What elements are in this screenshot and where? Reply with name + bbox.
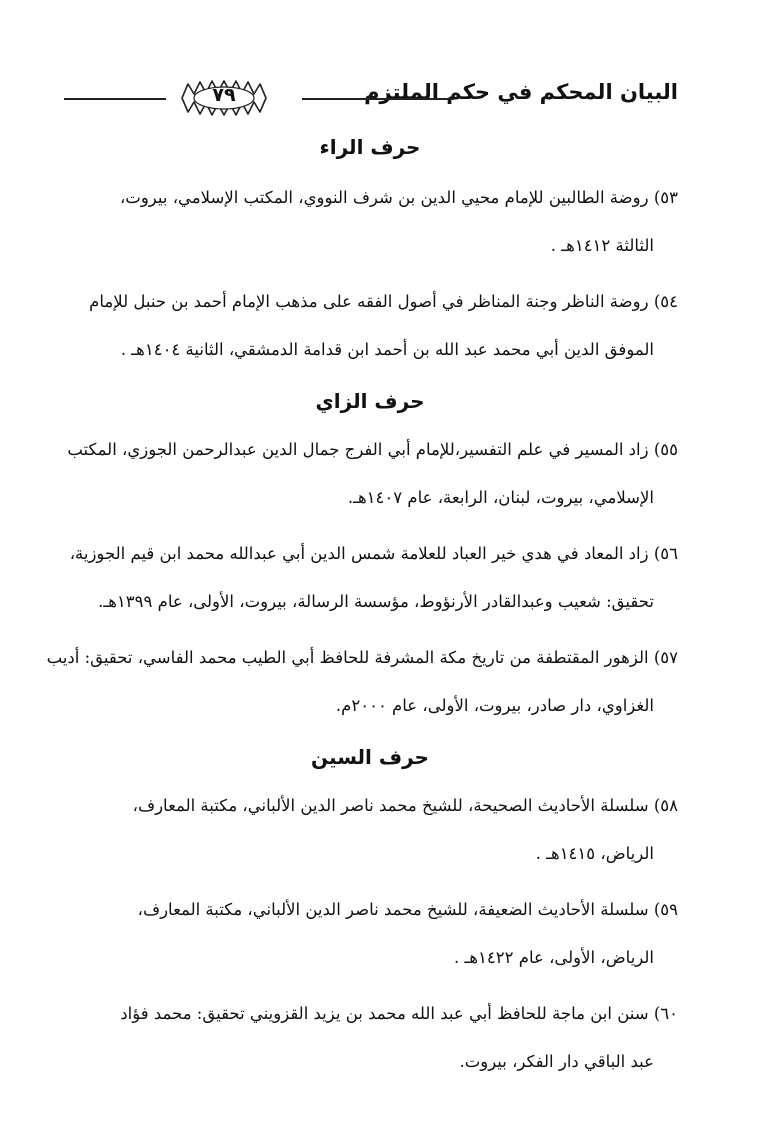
header-rule-left	[64, 98, 166, 100]
entry-line: الرياض، الأولى، عام ١٤٢٢هـ .	[454, 948, 654, 967]
entry-line: ٥٩) سلسلة الأحاديث الضعيفة، للشيخ محمد ناصر الدين الألباني، مكتبة المعارف،	[137, 900, 678, 919]
header-rule-right	[302, 98, 454, 100]
entry-line: الإسلامي، بيروت، لبنان، الرابعة، عام ١٤٠٧هـ.	[347, 488, 654, 507]
header-title: البيان المحكم في حكم الملتزم	[364, 80, 678, 104]
bibliography-entry	[62, 426, 678, 522]
entry-line: ٥٤) روضة الناظر وجنة المناظر في أصول الفقه على مذهب الإمام أحمد بن حنبل للإمام	[89, 292, 678, 311]
entry-line: عبد الباقي دار الفكر، بيروت.	[459, 1052, 654, 1071]
section-heading: حرف الزاي	[315, 389, 425, 413]
bibliography-entry	[62, 886, 678, 982]
bibliography-content	[46, 130, 678, 1094]
bibliography-entry	[62, 782, 678, 878]
bibliography-entry	[62, 278, 678, 374]
page-number-badge	[164, 78, 284, 118]
bibliography-entry	[62, 174, 678, 270]
entry-line: ٥٣) روضة الطالبين للإمام محيي الدين بن شرف النووي، المكتب الإسلامي، بيروت،	[119, 188, 678, 207]
page-number: ٧٩	[212, 84, 236, 106]
bibliography-entry	[62, 530, 678, 626]
entry-line: ٥٦) زاد المعاد في هدي خير العباد للعلامة شمس الدين أبي عبدالله محمد ابن قيم الجوزية،	[69, 544, 678, 563]
bibliography-entry	[62, 990, 678, 1086]
entry-line: ٥٨) سلسلة الأحاديث الصحيحة، للشيخ محمد ناصر الدين الألباني، مكتبة المعارف،	[132, 796, 678, 815]
entry-line: الغزاوي، دار صادر، بيروت، الأولى، عام ٢٠٠٠م.	[335, 696, 654, 715]
section-heading: حرف الراء	[319, 135, 421, 159]
entry-line: الموفق الدين أبي محمد عبد الله بن أحمد ابن قدامة الدمشقي، الثانية ١٤٠٤هـ .	[120, 340, 654, 359]
entry-line: ٦٠) سنن ابن ماجة للحافظ أبي عبد الله محمد بن يزيد القزويني تحقيق: محمد فؤاد	[120, 1004, 678, 1023]
running-header	[60, 78, 678, 122]
entry-line: ٥٧) الزهور المقتطفة من تاريخ مكة المشرفة للحافظ أبي الطيب محمد الفاسي، تحقيق: أديب	[46, 648, 678, 667]
bibliography-entry	[46, 634, 678, 730]
entry-line: ٥٥) زاد المسير في علم التفسير،للإمام أبي الفرج جمال الدين عبدالرحمن الجوزي، المكتب	[67, 440, 678, 459]
entry-line: تحقيق: شعيب وعبدالقادر الأرنؤوط، مؤسسة الرسالة، بيروت، الأولى، عام ١٣٩٩هـ.	[98, 592, 654, 611]
entry-line: الرياض، ١٤١٥هـ .	[535, 844, 654, 863]
entry-line: الثالثة ١٤١٢هـ .	[550, 236, 654, 255]
section-heading: حرف السين	[311, 745, 429, 769]
